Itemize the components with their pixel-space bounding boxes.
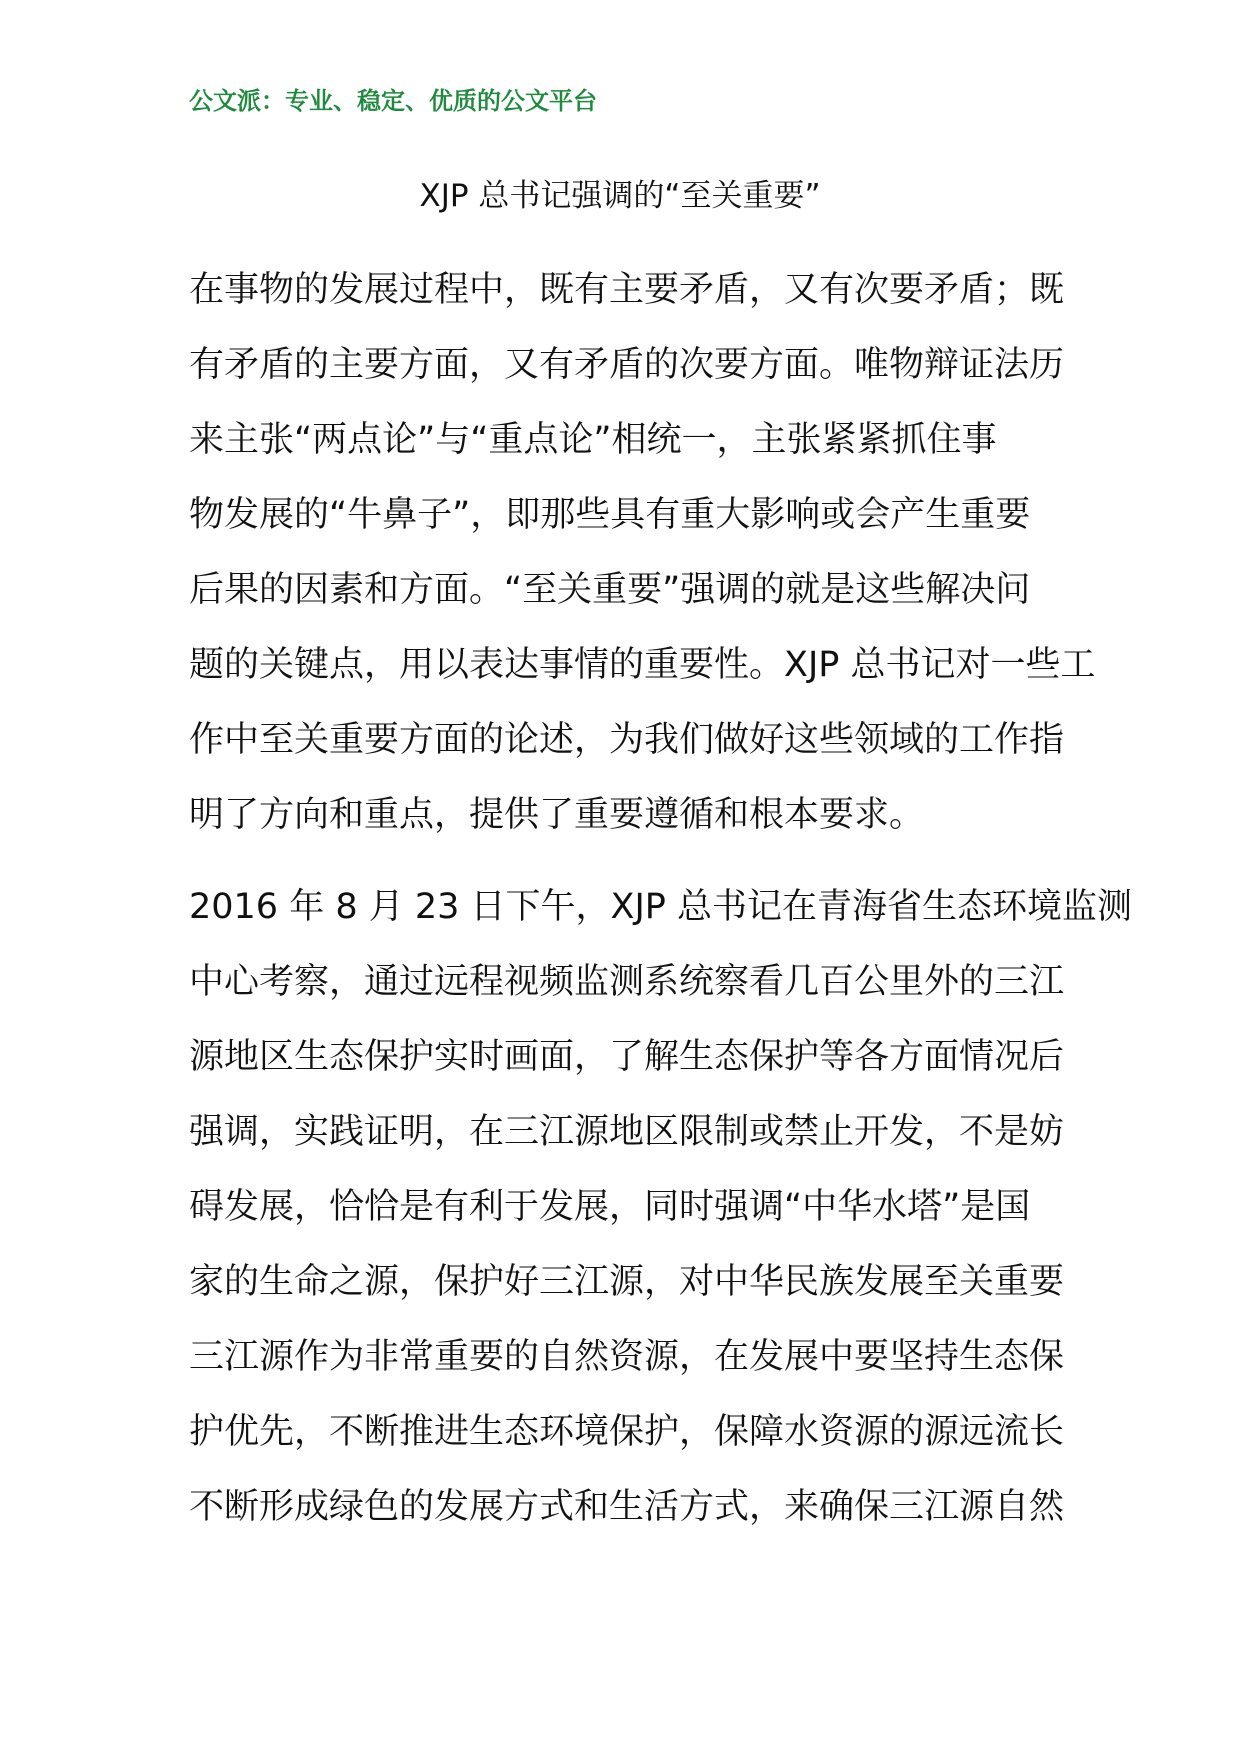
paragraph-line: 家的生命之源，保护好三江源，对中华民族发展至关重要 (189, 1262, 1065, 1302)
paragraph-line: 护优先，不断推进生态环境保护，保障水资源的源远流长 (189, 1412, 1065, 1452)
paragraph-line: 后果的因素和方面。“至关重要”强调的就是这些解决问 (189, 570, 1031, 610)
paragraph-line: 碍发展，恰恰是有利于发展，同时强调“中华水塔”是国 (189, 1187, 1031, 1227)
paragraph-line: 不断形成绿色的发展方式和生活方式，来确保三江源自然 (189, 1487, 1065, 1527)
paragraph-line: 来主张“两点论”与“重点论”相统一，主张紧紧抓住事 (189, 420, 997, 460)
header-tagline: 公文派：专业、稳定、优质的公文平台 (189, 87, 597, 115)
document-title: XJP 总书记强调的“至关重要” (419, 178, 821, 214)
paragraph-line: 源地区生态保护实时画面，了解生态保护等各方面情况后 (189, 1037, 1065, 1077)
paragraph-line: 2016 年 8 月 23 日下午，XJP 总书记在青海省生态环境监测 (189, 887, 1133, 927)
paragraph-line: 有矛盾的主要方面，又有矛盾的次要方面。唯物辩证法历 (189, 345, 1065, 385)
paragraph-line: 三江源作为非常重要的自然资源，在发展中要坚持生态保 (189, 1337, 1065, 1377)
body-paragraph-1 (189, 253, 1096, 853)
paragraph-line: 物发展的“牛鼻子”，即那些具有重大影响或会产生重要 (189, 495, 1031, 535)
paragraph-line: 强调，实践证明，在三江源地区限制或禁止开发，不是妨 (189, 1112, 1065, 1152)
paragraph-line: 在事物的发展过程中，既有主要矛盾，又有次要矛盾；既 (189, 270, 1065, 310)
paragraph-line: 题的关键点，用以表达事情的重要性。XJP 总书记对一些工 (189, 645, 1096, 685)
paragraph-line: 中心考察，通过远程视频监测系统察看几百公里外的三江 (189, 962, 1065, 1002)
paragraph-line: 作中至关重要方面的论述，为我们做好这些领域的工作指 (189, 720, 1065, 760)
body-paragraph-2 (189, 870, 1133, 1545)
paragraph-line: 明了方向和重点，提供了重要遵循和根本要求。 (189, 795, 925, 835)
